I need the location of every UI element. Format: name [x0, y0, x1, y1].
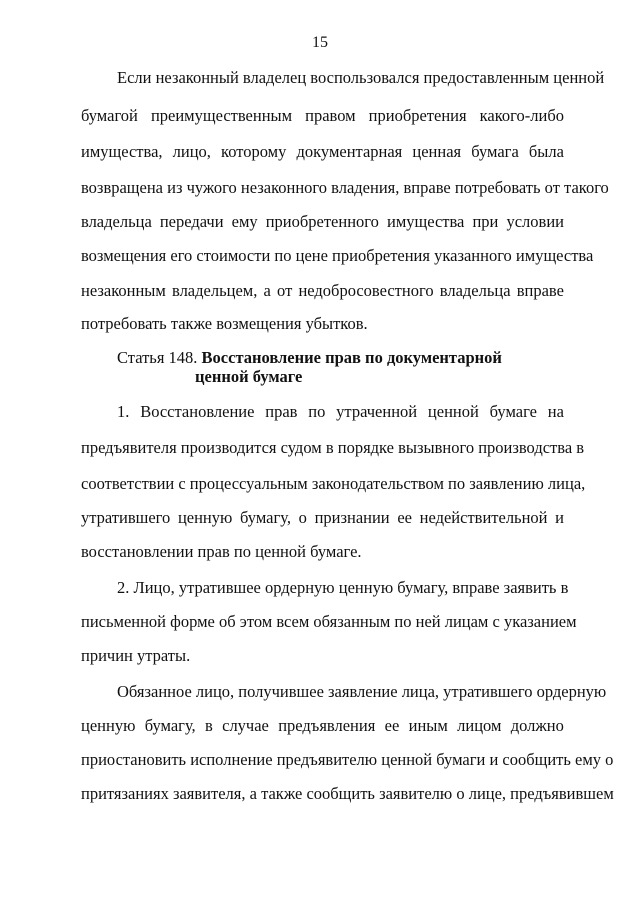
word: владельца [439, 281, 511, 300]
word: случае [222, 716, 269, 735]
text-line [117, 402, 564, 422]
text-line: приостановить исполнение предъявителю ценной бумаги и сообщить ему о [81, 750, 614, 769]
word: бумага [471, 142, 519, 161]
word: вправе [516, 281, 564, 300]
text-line: предъявителя производится судом в порядке вызывного производства в [81, 438, 585, 457]
word: бумагу, [144, 716, 196, 735]
word: передачи [159, 212, 224, 231]
word: какого-либо [479, 106, 564, 125]
word: Восстановление [140, 402, 255, 421]
word: ее [397, 508, 412, 527]
word: в [205, 716, 213, 735]
word: правом [305, 106, 356, 125]
text-line: соответствии с процессуальным законодательством по заявлению лица, [81, 474, 586, 493]
text-line [81, 142, 564, 162]
word: лицо, [172, 142, 211, 161]
word: утраченной [336, 402, 418, 421]
word: приобретения [368, 106, 467, 125]
word: лицом [457, 716, 502, 735]
text-line [81, 212, 564, 232]
text-line: Обязанное лицо, получившее заявление лица, утратившего ордерную [117, 682, 607, 701]
word: документарная [296, 142, 403, 161]
word: предъявления [278, 716, 376, 735]
text-line: письменной форме об этом всем обязанным по ней лицам с указанием [81, 612, 577, 631]
word: и [555, 508, 564, 527]
word: недействительной [419, 508, 548, 527]
word: бумагой [81, 106, 138, 125]
text-line: возвращена из чужого незаконного владения, вправе потребовать от такого [81, 178, 609, 197]
word: о [298, 508, 307, 527]
word: недобросовестного [298, 281, 434, 300]
text-line [81, 106, 564, 126]
word: должно [510, 716, 564, 735]
word: условии [506, 212, 564, 231]
article-heading-line1 [117, 348, 502, 368]
text-line: Если незаконный владелец воспользовался предоставленным ценной [117, 68, 605, 87]
text-line [81, 281, 564, 301]
word: при [472, 212, 499, 231]
word: на [547, 402, 564, 421]
text-line: возмещения его стоимости по цене приобретения указанного имущества [81, 246, 594, 265]
word: ее [384, 716, 400, 735]
text-line: потребовать также возмещения убытков. [81, 314, 368, 333]
text-line: 2. Лицо, утратившее ордерную ценную бумагу, вправе заявить в [117, 578, 569, 597]
article-title: Восстановление прав по документарной [201, 348, 502, 367]
text-line: притязаниях заявителя, а также сообщить заявителю о лице, предъявившем [81, 784, 614, 803]
text-line [81, 508, 564, 528]
word: была [528, 142, 564, 161]
word: незаконным [81, 281, 166, 300]
word: от [277, 281, 293, 300]
word: бумаге [489, 402, 537, 421]
word: которому [221, 142, 287, 161]
word: по [308, 402, 326, 421]
word: ценная [412, 142, 462, 161]
article-title-line2: ценной бумаге [195, 367, 303, 386]
word: признании [314, 508, 390, 527]
word: ценную [81, 716, 136, 735]
word: а [263, 281, 271, 300]
word: имущества [386, 212, 465, 231]
word: ценной [427, 402, 479, 421]
page-number: 15 [312, 34, 328, 51]
word: имущества, [81, 142, 163, 161]
text-line [81, 716, 564, 736]
word: преимущественным [150, 106, 293, 125]
text-line: восстановлении прав по ценной бумаге. [81, 542, 362, 561]
word: утратившего [81, 508, 171, 527]
word: ему [231, 212, 258, 231]
word: 1. [117, 402, 130, 421]
article-prefix: Статья 148. [117, 348, 198, 367]
word: приобретенного [265, 212, 379, 231]
word: владельцем, [172, 281, 258, 300]
word: иным [408, 716, 448, 735]
word: владельца [81, 212, 152, 231]
text-line: причин утраты. [81, 646, 191, 665]
word: прав [265, 402, 298, 421]
word: ценную [177, 508, 233, 527]
word: бумагу, [240, 508, 291, 527]
